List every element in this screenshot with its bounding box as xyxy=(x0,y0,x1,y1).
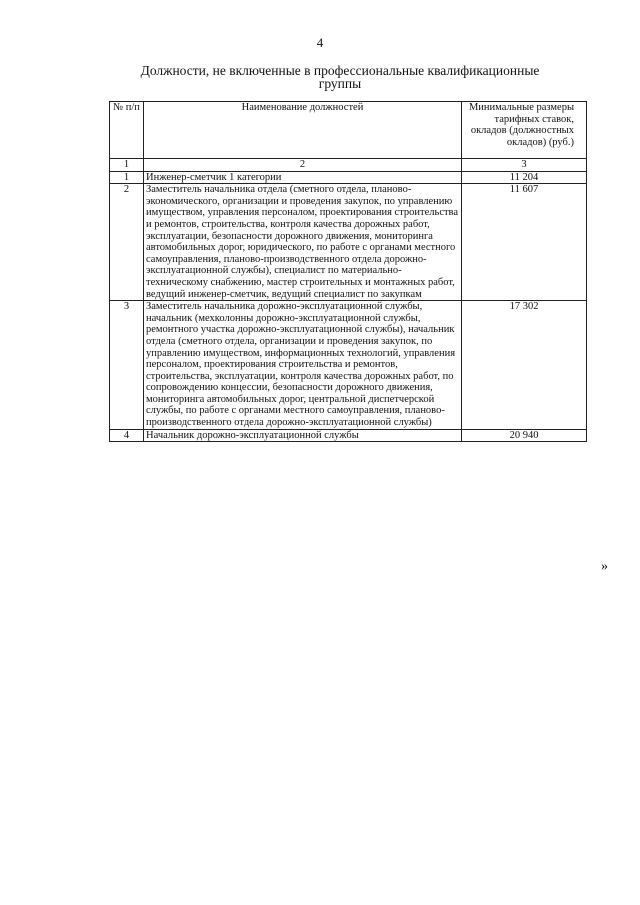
salary-value: 17 302 xyxy=(462,301,587,430)
page-number: 4 xyxy=(316,35,324,50)
position-name: Инженер-сметчик 1 категории xyxy=(144,171,462,184)
header-position-name: Наименование должностей xyxy=(144,102,462,159)
title-line-1: Должности, не включенные в профессиональные квалификационные xyxy=(140,63,540,78)
row-number: 4 xyxy=(110,429,144,442)
closing-quote: » xyxy=(601,559,608,574)
position-name: Заместитель начальника дорожно-эксплуатационной службы, начальник (мехколонны дорожно-эксплуатационной службы, ремонтного участка дорожно-эксплуатационной службы), начальник отдела (сметного отдела, организации и проведения закупок, по управлению имуществом, информационных технологий, управления персоналом, проектирования строительства и ремонтов, строительства, эксплуатации, контроля качества дорожных работ, по сопровождению концессии, безопасности дорожного движения, мониторинга автомобильных дорог, центральной диспетчерской службы, по работе с органами местного самоуправления, планово-производственного отдела дорожно-эксплуатационной службы) xyxy=(144,301,462,430)
column-index: 3 xyxy=(462,159,587,172)
column-index-row xyxy=(110,159,587,172)
row-number: 3 xyxy=(110,301,144,430)
salary-value: 11 204 xyxy=(462,171,587,184)
document-title xyxy=(100,64,580,90)
salary-value: 11 607 xyxy=(462,184,587,301)
table-row xyxy=(110,171,587,184)
row-number: 1 xyxy=(110,171,144,184)
header-number: № п/п xyxy=(110,102,144,159)
position-name: Начальник дорожно-эксплуатационной службы xyxy=(144,429,462,442)
column-index: 1 xyxy=(110,159,144,172)
position-name: Заместитель начальника отдела (сметного отдела, планово-экономического, организации и проведения закупок, по управлению имуществом, управления персоналом, проектирования строительства и ремонтов, строительства, контроля качества дорожных работ, эксплуатации, безопасности дорожного движения, мониторинга автомобильных дорог, юридического, по работе с органами местного самоуправления, планово-производственного отдела дорожно-эксплуатационной службы), специалист по материально-техническому снабжению, мастер строительных и монтажных работ, ведущий инженер-сметчик, ведущий специалист по закупкам xyxy=(144,184,462,301)
positions-table xyxy=(109,101,587,442)
table-header-row xyxy=(110,102,587,159)
row-number: 2 xyxy=(110,184,144,301)
column-index: 2 xyxy=(144,159,462,172)
table-row xyxy=(110,429,587,442)
table-row xyxy=(110,184,587,301)
table-row xyxy=(110,301,587,430)
title-line-2: группы xyxy=(318,76,362,91)
salary-value: 20 940 xyxy=(462,429,587,442)
header-min-salary: Минимальные размеры тарифных ставок, окладов (должностных окладов) (руб.) xyxy=(462,102,587,159)
